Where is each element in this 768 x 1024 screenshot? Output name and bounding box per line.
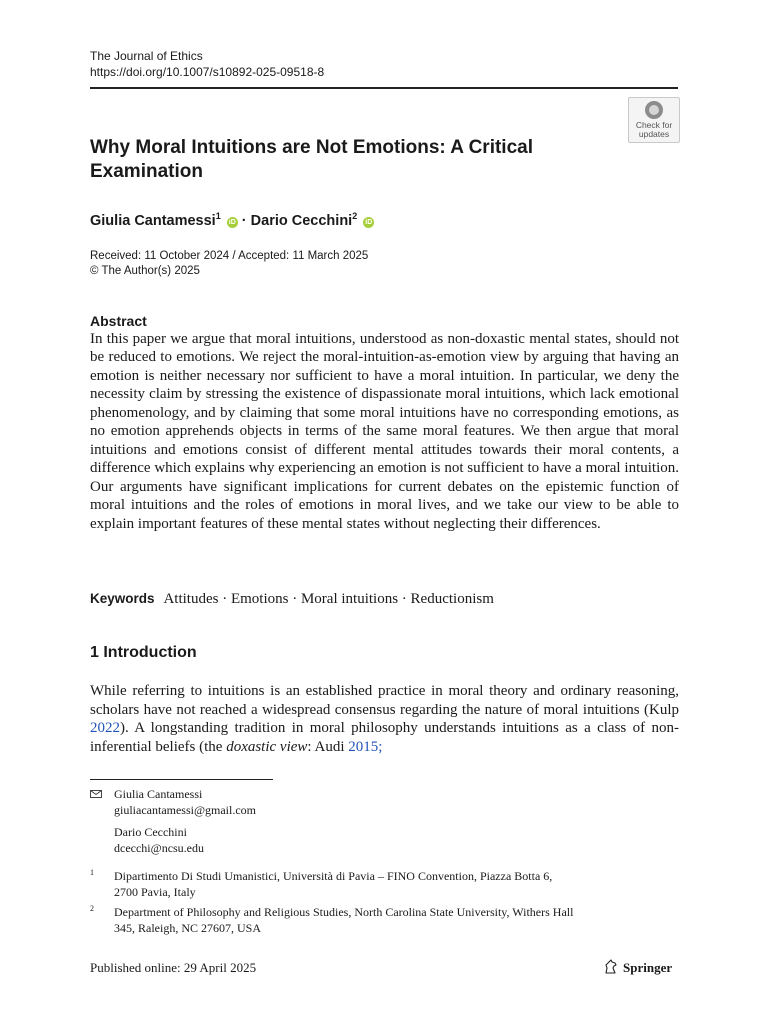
author-list [90, 207, 374, 230]
abstract-text: In this paper we argue that moral intuitions, understood as non-doxastic mental states, should not be reduced to emotions. We reject the moral-intuition-as-emotion view by arguing that having an emotion is neither necessary nor sufficient to have a moral intuition. In particular, we deny the necessity claim by stressing the existence of dispassionate moral intuitions, which lack emotional phenomenology, and by claiming that some moral intuitions have no corresponding emotions, as no emotion apprehends objects in terms of the same moral features. We then argue that moral intuitions and emotions consist of different mental attitudes towards their moral contents, a difference which explains why experiencing an emotion is not sufficient to have a moral intuition. Our arguments have significant implications for current debates on the epistemic function of moral intuitions and the roles of emotions in moral lives, and we take our view to be able to explain important features of these mental states without neglecting their differences. [90, 331, 679, 532]
abstract-heading: Abstract [90, 313, 147, 329]
paper-title: Why Moral Intuitions are Not Emotions: A Critical Examination [90, 137, 534, 182]
affiliation-line: 345, Raleigh, NC 27607, USA [114, 921, 261, 935]
author-affiliation-mark: 1 [215, 211, 221, 221]
affiliation-line: Department of Philosophy and Religious Studies, North Carolina State University, Withers Hall [114, 905, 574, 919]
affiliation-number: 1 [90, 868, 94, 877]
springer-horse-icon [603, 959, 619, 975]
contact-author-1 [114, 786, 256, 818]
intro-text: ). A longstanding tradition in moral philosophy understands intuitions as a class of non-inferential beliefs (the [90, 720, 679, 755]
author-affiliation-mark: 2 [352, 211, 358, 221]
received-accepted: Received: 11 October 2024 / Accepted: 11 March 2025 [90, 250, 369, 262]
affiliation-line: Dipartimento Di Studi Umanistici, Università di Pavia – FINO Convention, Piazza Botta 6, [114, 869, 553, 883]
orcid-icon[interactable]: iD [228, 219, 236, 226]
intro-paragraph [90, 682, 679, 756]
affiliation-1 [114, 868, 552, 900]
contact-author-2 [114, 824, 204, 856]
author-name: Giulia Cantamessi [90, 213, 216, 229]
keywords-heading: Keywords [90, 591, 155, 606]
publisher-logo [603, 959, 672, 977]
journal-name: The Journal of Ethics [90, 49, 203, 63]
intro-text: While referring to intuitions is an established practice in moral theory and ordinary reasoning, scholars have not reached a widespread consensus regarding the nature of moral intuitions (Kulp [90, 683, 679, 718]
orcid-icon[interactable]: iD [365, 219, 373, 226]
affiliation-number: 2 [90, 904, 94, 913]
section-heading: 1 Introduction [90, 644, 197, 661]
badge-line-2: updates [638, 129, 670, 139]
contact-email[interactable]: dcecchi@ncsu.edu [114, 841, 205, 855]
contact-name: Dario Cecchini [114, 825, 187, 839]
copyright-line: © The Author(s) 2025 [90, 265, 200, 277]
publisher-name: Springer [623, 960, 673, 975]
affiliation-line: 2700 Pavia, Italy [114, 885, 196, 899]
published-online: Published online: 29 April 2025 [90, 960, 257, 975]
keywords-line [90, 590, 494, 608]
header-rule [90, 87, 678, 89]
article-dates [90, 249, 368, 279]
crossmark-icon [645, 101, 663, 119]
author-name: Dario Cecchini [250, 213, 353, 229]
intro-text: : Audi [307, 738, 349, 755]
keywords-list: Attitudes · Emotions · Moral intuitions · Reductionism [163, 591, 494, 607]
footnote-rule [90, 779, 273, 780]
badge-line-1: Check for [635, 120, 673, 130]
citation-link[interactable]: 2022 [90, 720, 120, 737]
author-separator: · [241, 213, 247, 229]
intro-italic: doxastic view [226, 738, 308, 755]
contact-email[interactable]: giuliacantamessi@gmail.com [114, 803, 257, 817]
journal-header [90, 48, 324, 80]
doi-link[interactable]: https://doi.org/10.1007/s10892-025-09518-8 [90, 65, 325, 79]
check-for-updates-badge[interactable] [628, 97, 680, 143]
affiliation-2 [114, 904, 573, 936]
contact-name: Giulia Cantamessi [114, 787, 203, 801]
citation-link[interactable]: 2015; [348, 738, 383, 755]
envelope-icon [90, 790, 102, 798]
